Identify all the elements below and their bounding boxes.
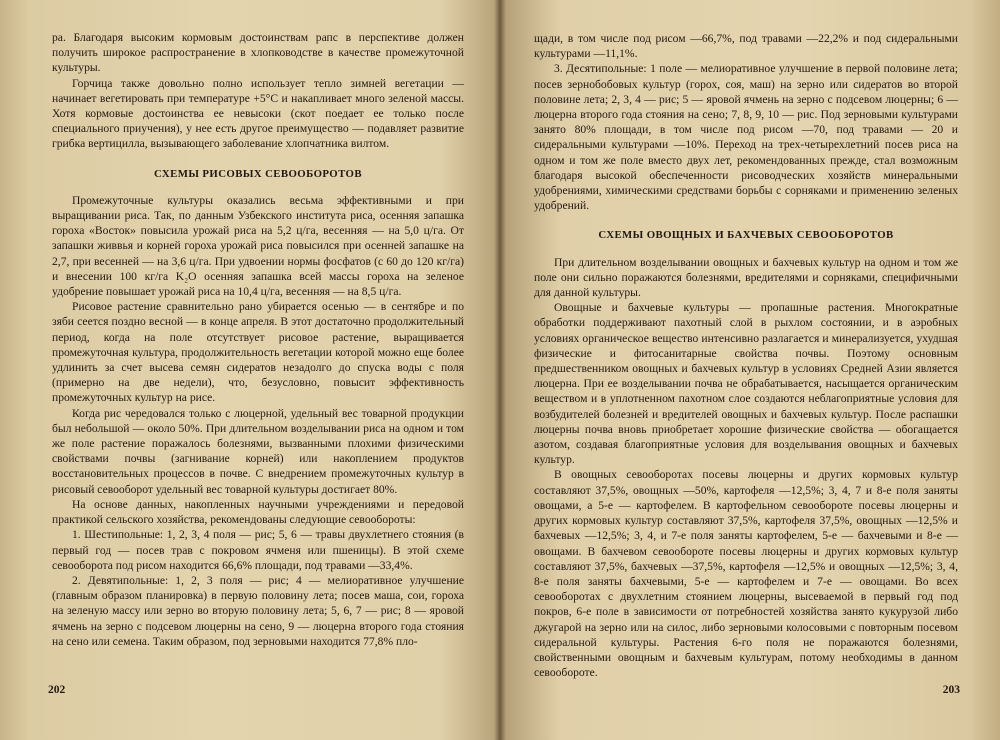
paragraph: При длительном возделывании овощных и бахчевых культур на одном и том же поле они сильно поражаются болезнями, вредителями и сорняками, специфичными для данной культуры.: [534, 255, 958, 300]
section-heading: СХЕМЫ РИСОВЫХ СЕВООБОРОТОВ: [154, 167, 362, 180]
paragraph: 1. Шестипольные: 1, 2, 3, 4 поля — рис; 5, 6 — травы двухлетнего стояния (в первый год — посев трав с покровом ячменя или пшеницы). В этой схеме севооборота под рисом находится 66,6% площади, под травами —33,4%.: [52, 528, 464, 572]
paragraph: Когда рис чередовался только с люцерной, удельный вес товарной продукции был небольшой — около 50%. При длительном возделывании риса на одном и том же поле растение поражалось болезнями, вызванными плохими физическими свойствами почвы (загнивание корней) или накоплением продуктов восстановительных процессов в почве. С внедрением промежуточных культур в рисовый севооборот удельный вес товарной культуры достигает 80%.: [52, 406, 464, 496]
paragraph: Рисовое растение сравнительно рано убирается осенью — в сентябре и по зяби сеется поздно весной — в конце апреля. В этот достаточно продолжительный период, когда на поле отсутствует рисовое растение, выращивается промежуточная культура, продолжительность вегетации которой можно еще более удлинить за счет высева семян сидератов незадолго до спуска воды с поля (примерно на две недели), что, безусловно, повысит эффективность промежуточных культур на рисе.: [52, 300, 464, 405]
paragraph: Горчица также довольно полно использует тепло зимней вегетации — начинает вегетировать при температуре +5°С и накапливает много зеленой массы. Хотя кормовые достоинства ее невысоки (скот поедает ее только после специального приучения), у нее есть другое преимущество — подавляет развитие грибка вертициллa, вызывающего заболевание хлопчатника вилтом.: [52, 76, 464, 151]
paragraph: Промежуточные культуры оказались весьма эффективными и при выращивании риса. Так, по данным Узбекского института риса, осенняя запашка гороха «Восток» повысила урожай риса на 5,2 ц/га, весенняя — на 5,0 ц/га. От запашки живвья и корней гороха урожай риса повысился при осенней запашке на 2,7, при весенней — на 3,6 ц/га. При удвоении нормы фосфатов (с 60 до 120 кг/га) и внесении 100 кг/га K₂O осенняя запашка всей массы гороха на зеленое удобрение повышает урожай риса на 10,4 ц/га, весенняя — на 8,5 ц/га.: [52, 193, 464, 299]
paragraph: 3. Десятипольные: 1 поле — мелиоративное улучшение в первой половине лета; посев зернобобовых культур (горох, соя, маш) на зерно или сидератов во второй половине лета; 2, 3, 4 — рис; 5 — яровой ячмень на зерно с подсевом люцерны; 6 — люцерна второго года стояния на сено; 7, 8, 9, 10 — рис. Под зерновыми культурами занято 80% площади, в том числе под рисом —70, под травами — 20 и сидеральными культурами —10%. Переход на трех-четырехлетний посев риса на одном и том же поле вместо двух лет, рекомендованных прежде, стал возможным благодаря высокой обеспеченности рисоводческих хозяйств минеральными удобрениями, химическими средствами борьбы с сорняками и применению зеленых удобрений.: [534, 62, 958, 213]
paragraph: Овощные и бахчевые культуры — пропашные растения. Многократные обработки поддерживают пахотный слой в рыхлом состоянии, и в аэробных условиях органическое вещество интенсивно разлагается и минерализуется, ухудшая физические и фитосанитарные свойства почвы. Поэтому основным предшественником овощных и бахчевых культур в условиях Средней Азии является люцерна. При ее возделывании почва не обрабатывается, насыщается органическим веществом и в уплотненном пахотном слое создаются неблагоприятные условия для возбудителей болезней и вредителей овощных и бахчевых культур. После распашки люцерны почва вновь приобретает хорошие физические свойства — обогащается азотом, создавая благоприятные условия для возделывания овощных и бахчевых культур.: [534, 301, 958, 467]
right-page: [500, 0, 1000, 740]
paragraph: ра. Благодаря высоким кормовым достоинствам рапс в перспективе должен получить широкое распространение в хлопководстве в качестве промежуточной культуры.: [52, 31, 464, 75]
section-heading: СХЕМЫ ОВОЩНЫХ И БАХЧЕВЫХ СЕВООБОРОТОВ: [598, 229, 894, 242]
page-number: 203: [942, 684, 960, 696]
right-page-text: [534, 31, 958, 680]
paragraph: щади, в том числе под рисом —66,7%, под травами —22,2% и под сидеральными культурами —11,1%.: [534, 32, 958, 61]
paragraph: В овощных севооборотах посевы люцерны и других кормовых культур составляют 37,5%, овощных —50%, картофеля —12,5%; 3, 4, 7 и 8-е поля заняты овощами, а 5-е — картофелем. В картофельном севообороте посевы люцерны и других кормовых культур составляют 37,5%, картофеля 37,5%, овощных —12,5% и бахчевых —12,5%; 3, 4, и 7-е поля заняты картофелем, 5-е — бахчевыми и 8-е — овощами. В бахчевом севообороте посевы люцерны и других кормовых культур составляют 37,5%, бахчевых —37,5%, картофеля —12,5% и овощных —12,5%; 3, 4, 8-е поля заняты бахчевыми, 5-е — картофелем и 7-е — овощами. Во всех севооборотах с двухлетним стоянием люцерны, высеваемой в первый год под покров, 6-е поле в зависимости от потребностей хозяйства занято кукурузой либо джугарой на зерно или на силос, либо зерновыми колосовыми с повторным посевом сидеральной культуры. Растения 6-го поля не поражаются болезнями, свойственными овощным и бахчевым культурам, потому необходимы в данном севообороте.: [534, 468, 958, 680]
page-number: 202: [48, 684, 66, 696]
paragraph: 2. Девятипольные: 1, 2, 3 поля — рис; 4 — мелиоративное улучшение (главным образом планировка) в первую половину лета; посев маша, сои, гороха на зеленую массу или зерно во вторую половину лета; 5, 6, 7 — рис; 8 — яровой ячмень на зерно с подсевом люцерны на сено, 9 — люцерна второго года стояния на сено или семена. Таким образом, под зерновыми находится 77,8% пло-: [52, 573, 464, 648]
paragraph: На основе данных, накопленных научными учреждениями и передовой практикой сельского хозяйства, рекомендованы следующие севообороты:: [52, 497, 464, 527]
left-page-text: [52, 30, 464, 649]
